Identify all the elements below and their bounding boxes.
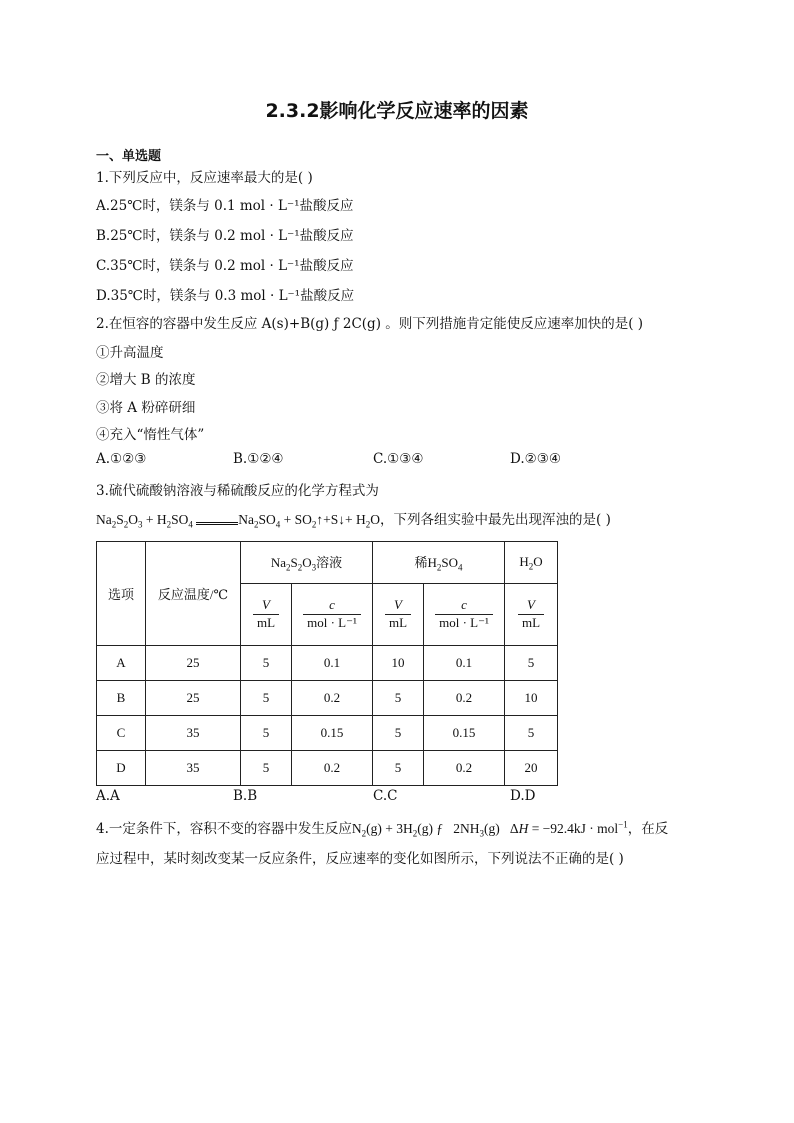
- header-h2so4-label: 稀: [414, 555, 428, 571]
- header-option: 选项: [97, 542, 146, 646]
- question-1-stem: 1.下列反应中，反应速率最大的是( ): [96, 170, 313, 186]
- question-1-option-b: B.25℃时，镁条与 0.2 mol · L⁻¹盐酸反应: [96, 228, 354, 244]
- question-1-option-a: A.25℃时，镁条与 0.1 mol · L⁻¹盐酸反应: [96, 198, 354, 214]
- question-2-measure-2: ②增大 B 的浓度: [96, 372, 196, 388]
- page-title: 2.3.2影响化学反应速率的因素: [265, 100, 529, 122]
- question-3-equation: [96, 508, 611, 530]
- question-3-option-a: A.A: [96, 788, 120, 804]
- header-h2so4: 稀$H_2SO_4$: [373, 542, 505, 584]
- question-2-option-d: D.②③④: [510, 451, 561, 467]
- question-2-measure-1: ①升高温度: [96, 345, 164, 361]
- question-3-stem: 3.硫代硫酸钠溶液与稀硫酸反应的化学方程式为: [96, 483, 379, 499]
- question-4-stem-line2: 应过程中，某时刻改变某一反应条件，反应速率的变化如图所示，下列说法不正确的是( ): [96, 851, 624, 867]
- table-row: C 35 5 0.15 5 0.15 5: [97, 716, 558, 751]
- question-3-option-d: D.D: [510, 788, 536, 804]
- question-3-stem-suffix: ，下列各组实验中最先出现浑浊的是( ): [380, 512, 611, 528]
- question-1-option-d: D.35℃时，镁条与 0.3 mol · L⁻¹盐酸反应: [96, 288, 355, 304]
- question-2-stem: 2.在恒容的容器中发生反应 A(s)+B(g) ƒ 2C(g) 。则下列措施肯定能使反应速率加快的是( ): [96, 316, 644, 332]
- question-2-measure-3: ③将 A 粉碎研细: [96, 400, 196, 416]
- header-volume-3: $\frac{V}{mL}$: [505, 584, 558, 646]
- header-temperature: 反应温度/℃: [146, 542, 241, 646]
- question-3-option-c: C.C: [373, 788, 398, 804]
- question-1-option-c: C.35℃时，镁条与 0.2 mol · L⁻¹盐酸反应: [96, 258, 354, 274]
- question-2-option-c: C.①③④: [373, 451, 424, 467]
- header-volume-2: $\frac{V}{mL}$: [373, 584, 424, 646]
- question-4-equation: $N_2(g) + 3H_2(g)$ ƒ $2NH_3(g) \Delta H = -92.4kJ \cdot mol^{-1}$: [351, 819, 628, 839]
- section-heading: 一、单选题: [96, 149, 162, 164]
- question-2-measure-4: ④充入“惰性气体”: [96, 427, 205, 443]
- header-water: $H_2O$: [505, 542, 558, 584]
- question-4-stem-prefix: 4.一定条件下，容积不变的容器中发生反应: [96, 821, 352, 837]
- table-row: B 25 5 0.2 5 0.2 10: [97, 681, 558, 716]
- experiment-table: [96, 541, 558, 786]
- header-concentration-2: $\frac{c}{\text{mol · L⁻¹}}$: [424, 584, 505, 646]
- table-row: A 25 5 0.1 10 0.1 5: [97, 646, 558, 681]
- question-4-stem-suffix: ，在反: [627, 821, 669, 837]
- header-concentration-1: $\frac{c}{\text{mol · L⁻¹}}$: [292, 584, 373, 646]
- question-2-option-b: B.①②④: [233, 451, 284, 467]
- question-3-option-b: B.B: [233, 788, 258, 804]
- header-na2s2o3: $Na_2S_2O_3$溶液: [241, 542, 373, 584]
- header-volume-1: $\frac{V}{mL}$: [241, 584, 292, 646]
- question-2-option-a: A.①②③: [96, 451, 147, 467]
- table-row: D 35 5 0.2 5 0.2 20: [97, 751, 558, 786]
- question-4-stem: [96, 817, 668, 839]
- header-na2s2o3-label: 溶液: [316, 555, 343, 571]
- equation-formula: $Na_2S_2O_3 + H_2SO_4$ $Na_2SO_4$ + $SO_2↑+S↓+ H_2O$: [96, 512, 381, 530]
